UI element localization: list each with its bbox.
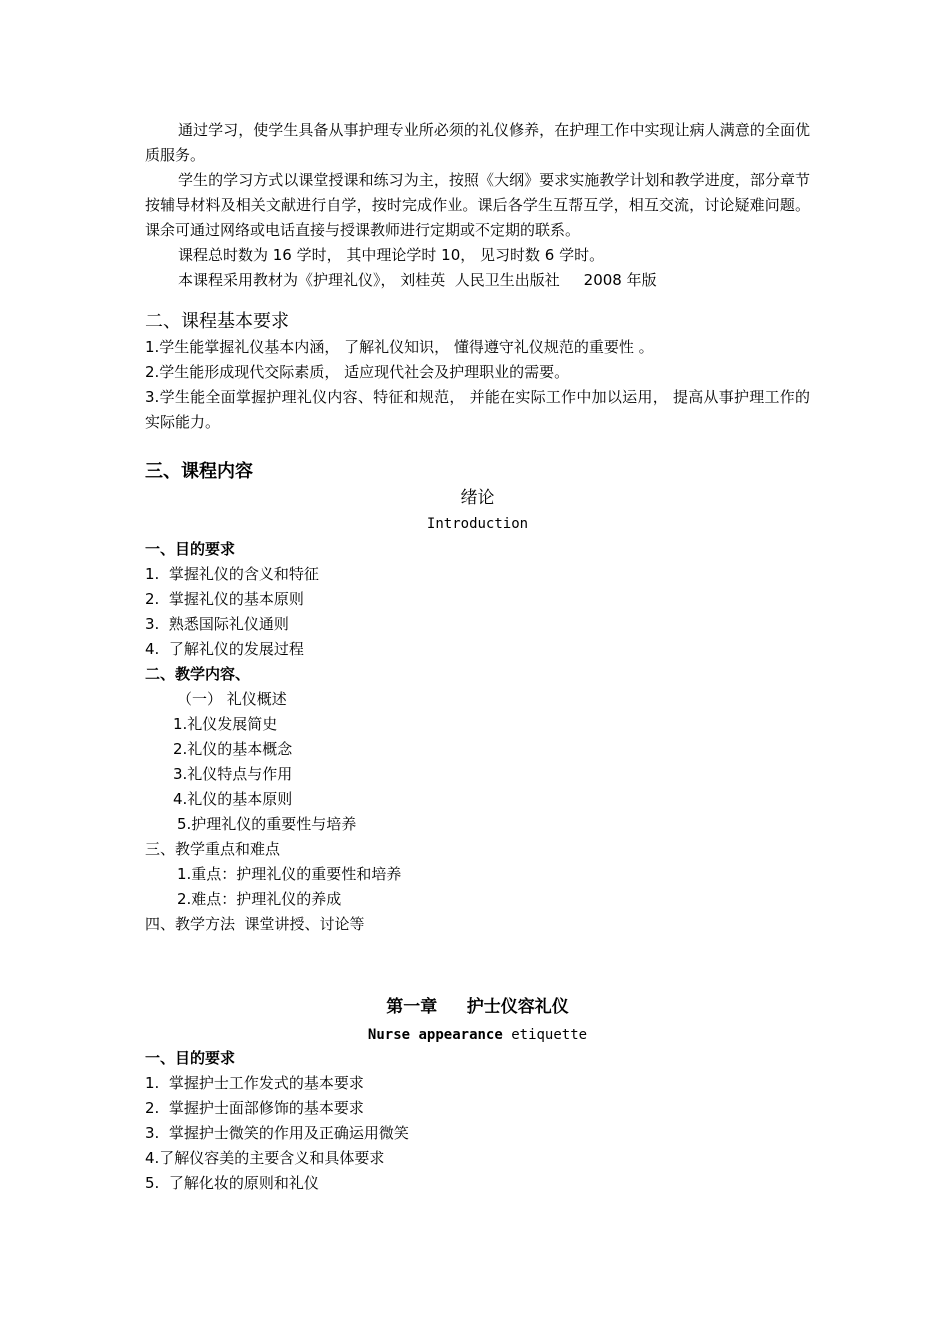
- goal-item: 1. 掌握礼仪的含义和特征: [145, 565, 319, 583]
- intro-chapter-title: 绪论: [460, 488, 495, 508]
- requirement-item: 1.学生能掌握礼仪基本内涵， 了解礼仪知识， 懂得遵守礼仪规范的重要性 。: [145, 338, 654, 356]
- chapter-1-goal-item: 2. 掌握护士面部修饰的基本要求: [145, 1099, 364, 1117]
- intro-paragraph-3: 课程总时数为 16 学时， 其中理论学时 10， 见习时数 6 学时。: [178, 246, 605, 264]
- chapter-1-goal-item: 4.了解仪容美的主要含义和具体要求: [145, 1149, 385, 1167]
- chapter-1-title: 第一章 护士仪容礼仪: [386, 997, 569, 1017]
- section-2-heading: 二、课程基本要求: [145, 311, 289, 332]
- chapter-1-title-en-bold: Nurse appearance: [367, 1027, 503, 1043]
- teaching-method: 四、教学方法 课堂讲授、讨论等: [145, 915, 365, 933]
- intro-paragraph-1: 通过学习，使学生具备从事护理专业所必须的礼仪修养，在护理工作中实现让病人满意的全面优质服务。: [145, 121, 810, 164]
- goal-item: 2. 掌握礼仪的基本原则: [145, 590, 304, 608]
- section-3-heading: 三、课程内容: [145, 461, 253, 482]
- goal-item: 4. 了解礼仪的发展过程: [145, 640, 304, 658]
- goals-heading: 一、目的要求: [145, 540, 236, 558]
- requirement-item: 2.学生能形成现代交际素质， 适应现代社会及护理职业的需要。: [145, 363, 570, 381]
- chapter-1-goal-item: 5. 了解化妆的原则和礼仪: [145, 1174, 319, 1192]
- intro-paragraph-4: 本课程采用教材为《护理礼仪》， 刘桂英 人民卫生出版社 2008 年版: [178, 271, 657, 289]
- content-item: 4.礼仪的基本原则: [173, 790, 293, 808]
- goal-item: 3. 熟悉国际礼仪通则: [145, 615, 289, 633]
- intro-chapter-title-en: Introduction: [426, 516, 529, 532]
- chapter-1-title-en: [145, 1024, 810, 1046]
- content-heading: 二、教学内容、: [145, 665, 251, 683]
- key-point-item: 2.难点：护理礼仪的养成: [177, 890, 342, 908]
- key-point-item: 1.重点：护理礼仪的重要性和培养: [177, 865, 402, 883]
- chapter-1-goals-heading: 一、目的要求: [145, 1049, 236, 1067]
- content-item: 1.礼仪发展简史: [173, 715, 278, 733]
- key-points-heading: 三、教学重点和难点: [145, 840, 281, 858]
- content-subheading: （一） 礼仪概述: [177, 690, 287, 708]
- chapter-1-title-en-thin: etiquette: [502, 1027, 588, 1043]
- chapter-1-goal-item: 3. 掌握护士微笑的作用及正确运用微笑: [145, 1124, 409, 1142]
- requirement-item: 3.学生能全面掌握护理礼仪内容、特征和规范， 并能在实际工作中加以运用， 提高从事护理工作的实际能力。: [145, 388, 810, 431]
- content-item: 5.护理礼仪的重要性与培养: [177, 815, 357, 833]
- document-page: [145, 118, 810, 1196]
- chapter-1-goal-item: 1. 掌握护士工作发式的基本要求: [145, 1074, 364, 1092]
- intro-paragraph-2: 学生的学习方式以课堂授课和练习为主，按照《大纲》要求实施教学计划和教学进度，部分章节按辅导材料及相关文献进行自学，按时完成作业。课后各学生互帮互学，相互交流，讨论疑难问题。课余可通过网络或电话直接与授课教师进行定期或不定期的联系。: [145, 171, 810, 239]
- content-item: 3.礼仪特点与作用: [173, 765, 293, 783]
- content-item: 2.礼仪的基本概念: [173, 740, 293, 758]
